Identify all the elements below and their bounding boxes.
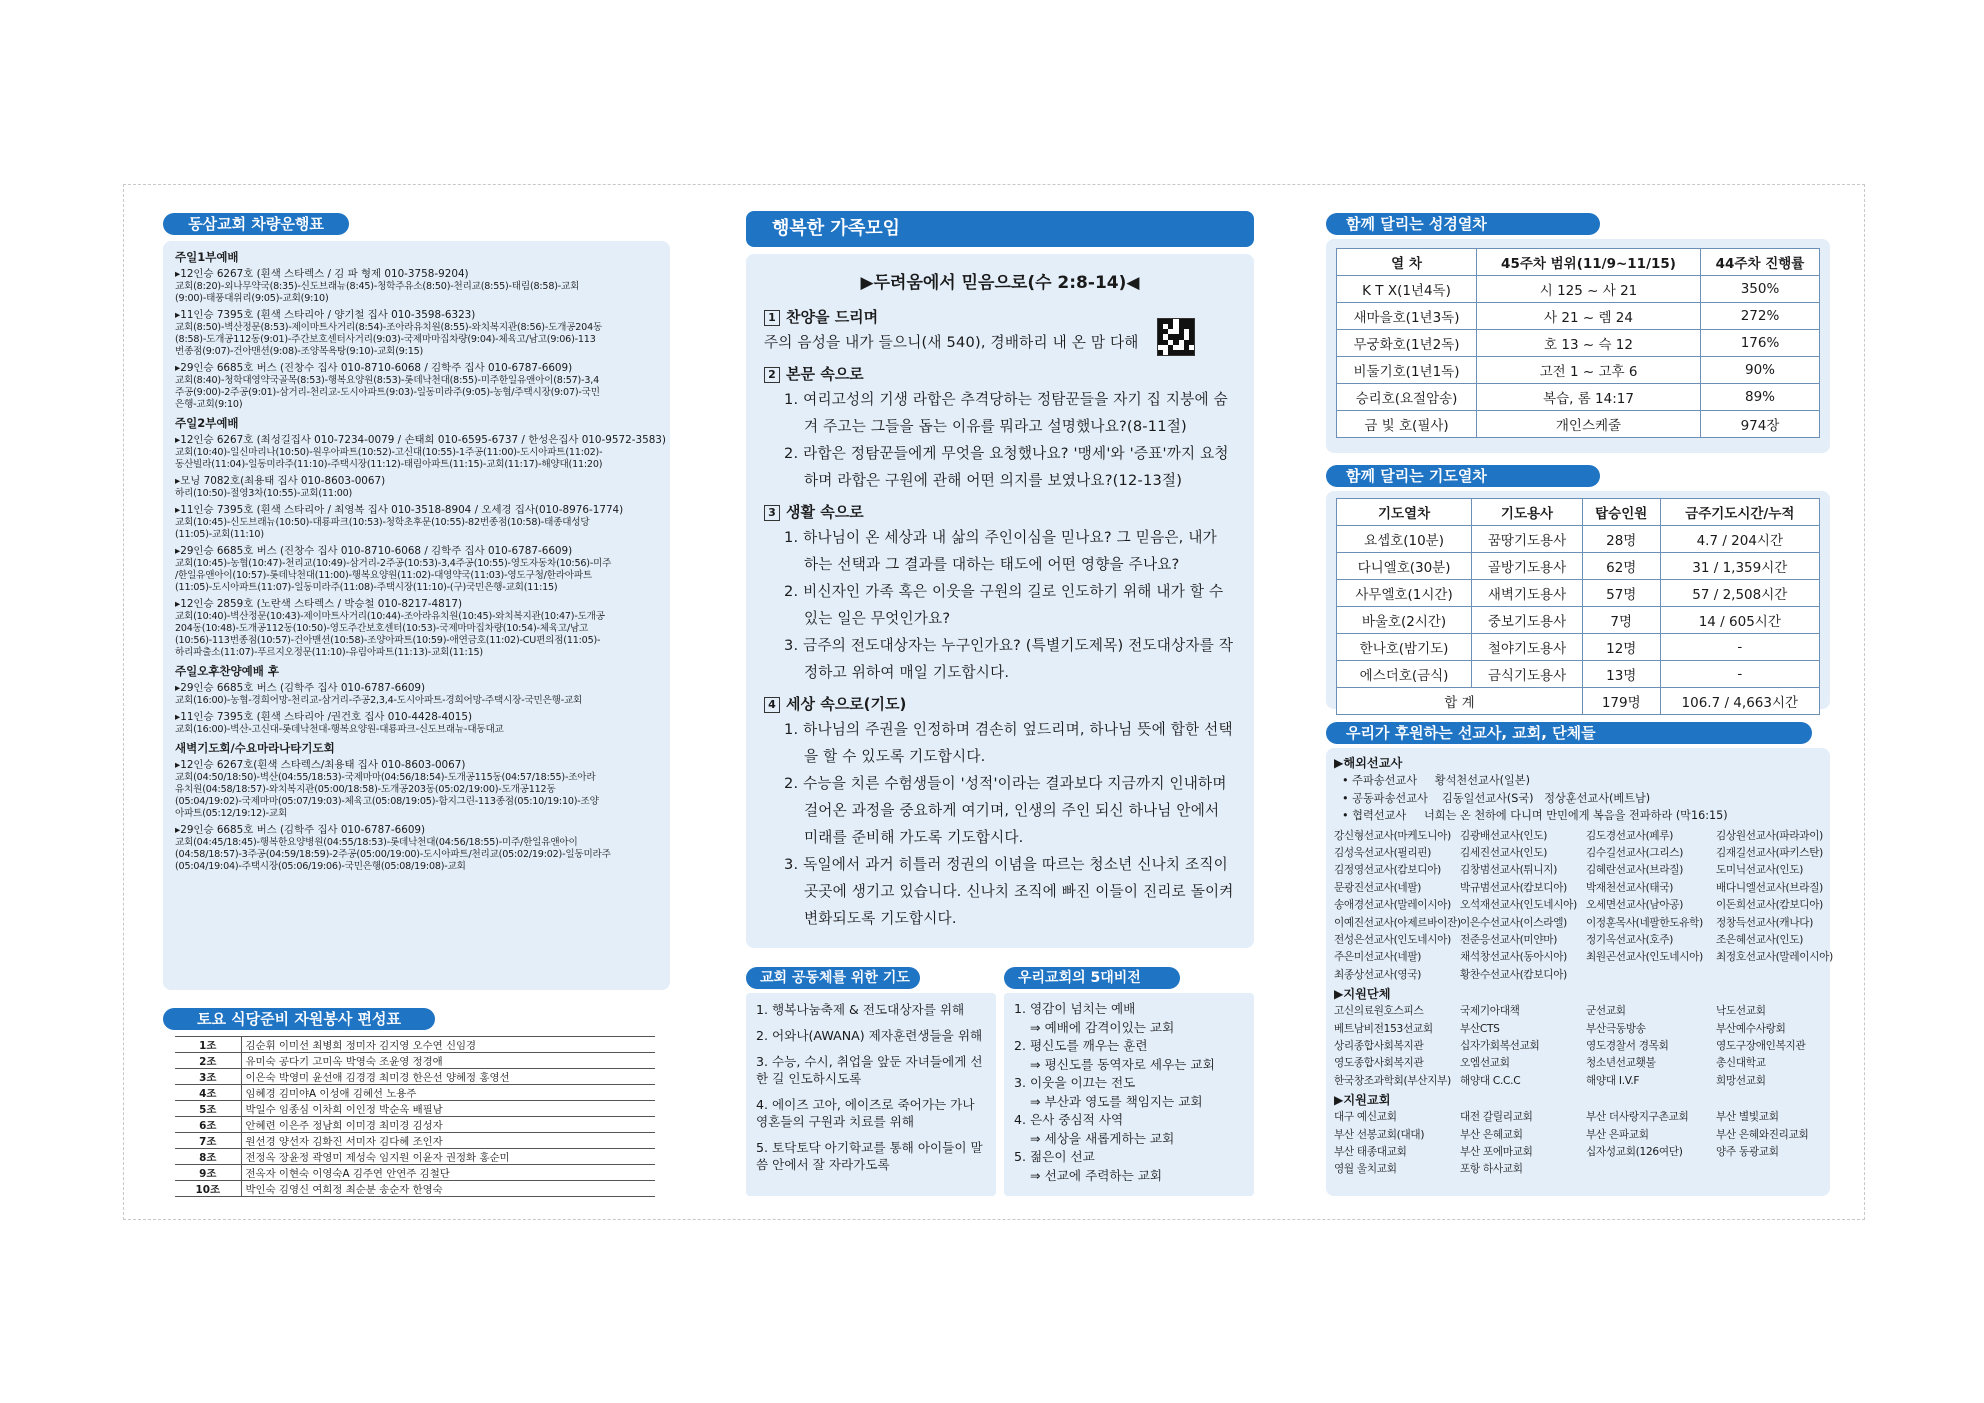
missionary-name: 전준응선교사(미얀마) [1460,933,1558,946]
volunteer-members: 원선경 양선자 김화진 서미자 김다혜 조인자 [241,1133,655,1149]
bus-route-line: (05:04/19:04)-주택시장(05:06/19:06)-국민은행(05:08/19:08)-교회 [175,861,466,872]
vision-item: 1. 영감이 넘치는 예배 [1014,1001,1136,1016]
volunteer-row [175,1037,655,1053]
bus-route-line: 하리(10:50)-절영3차(10:55)-교회(11:00) [175,488,353,499]
support-church: 영월 울치교회 [1334,1163,1397,1176]
support-org: 부산극동방송 [1586,1022,1646,1035]
section-text-items [764,386,1236,494]
support-church: 부산 은파교회 [1586,1128,1649,1141]
missionary-name: 이예진선교사(아제르바이잔) [1334,916,1461,929]
bus-route-head: ▸12인승 6267호 (흰색 스타렉스 / 김 파 형제 010-3758-9204) [175,268,469,280]
family-meeting-panel [746,254,1254,948]
bus-route [175,545,660,594]
support-org: 낙도선교회 [1716,1005,1766,1018]
support-org: 해양대 C.C.C [1460,1074,1521,1087]
missionary-name: 김성욱선교사(필리핀) [1334,846,1432,859]
prayer-cell: 중보기도용사 [1472,607,1583,634]
support-church: 부산 태종대교회 [1334,1146,1407,1158]
bus-route-head: ▸11인승 7395호 (흰색 스타리아 / 최영복 집사 010-3518-8904 / 오세경 집사(010-8976-1774) [175,504,624,516]
vision-item: 5. 젊은이 선교 [1014,1149,1095,1164]
missionary-name: 이돈희선교사(캄보디아) [1716,899,1824,912]
support-heading: ▶지원단체 [1334,987,1391,1002]
bible-cell: 복습, 롬 14:17 [1477,384,1701,411]
bus-route-line: 교회(8:50)-벽산정문(8:53)-제이마트사거리(8:54)-조아라유치원(8:55)-와치복지관(8:56)-도개공204동 [175,322,603,333]
prayer-row [1337,661,1820,688]
prayer-cell: 7명 [1582,607,1660,634]
missionary-name: 이은수선교사(이스라엘) [1460,916,1568,929]
volunteer-row [175,1181,655,1197]
bus-route-head: ▸모닝 7082호(최용태 집사 010-8603-0067) [175,475,386,487]
bus-route [175,362,660,411]
section-world-heading: 4 세상 속으로(기도) [764,692,1236,716]
section-text-heading: 2 본문 속으로 [764,362,1236,386]
bus-route [175,824,660,873]
bus-route-line: 교회(8:20)-외나무약국(8:35)-신도브래뉴(8:45)-청학주유소(8:50)-천리교(8:55)-태림(8:58)-교회 [175,281,580,292]
support-church: 부산 포에마교회 [1460,1146,1533,1158]
prayer-cell: 57 / 2,508시간 [1660,580,1819,607]
bus-route-head: ▸11인승 7395호 (흰색 스타리아 /권건호 집사 010-4428-4015) [175,711,473,723]
bus-route-head: ▸12인승 6267호 (최성길집사 010-7234-0079 / 손태희 010-6595-6737 / 한성은집사 010-9572-3583) [175,434,666,446]
missionary-name: 김재길선교사(파키스탄) [1716,846,1824,859]
vision-panel [1004,993,1254,1196]
support-church: 대구 예신교회 [1334,1111,1397,1124]
bible-cell: 350% [1701,276,1820,303]
bus-route-head: ▸29인승 6685호 버스 (김학주 집사 010-6787-6609) [175,682,426,694]
section-praise-heading: 1 찬양을 드리며 [764,305,1236,329]
prayer-cell: 사무엘호(1시간) [1337,580,1472,607]
church-heading: ▶지원교회 [1334,1093,1391,1108]
bus-route [175,434,666,471]
bus-route-head: ▸12인승 2859호 (노란색 스타렉스 / 박승철 010-8217-4817) [175,598,463,610]
prayer-row [1337,526,1820,553]
bus-route-line: 교회(10:40)-벽산정문(10:43)-제이마트사거리(10:44)-조아라유치원(10:45)-와치복지관(10:47)-도개공 [175,611,605,622]
vision-list [1014,1000,1244,1185]
missionary-name: 김혜란선교사(브라질) [1586,864,1684,877]
vision-title: 우리교회의 5대비전 [1004,967,1180,989]
volunteer-team: 3조 [175,1069,241,1085]
missionary-name: 최종상선교사(영국) [1334,968,1422,981]
bus-route-line: 교회(16:00)-벽산-고신대-롯데낙천대-행복요양원-대룡파크-신도브래뉴-대동대교 [175,724,504,735]
volunteer-members: 박일수 임종심 이차희 이인정 박순옥 배필남 [241,1101,655,1117]
missionary-name: 김도경선교사(페루) [1586,829,1674,842]
prayer-cell: 금식기도용사 [1472,661,1583,688]
prayer-train-table [1336,498,1820,715]
volunteer-team: 5조 [175,1101,241,1117]
volunteer-members: 김순휘 이미선 최병희 정미자 김지영 오수연 신임경 [241,1037,655,1053]
prayer-cell: 31 / 1,359시간 [1660,553,1819,580]
missionary-name: 김상원선교사(파라과이) [1716,829,1824,842]
missionary-name: 오세면선교사(남아공) [1586,899,1684,912]
support-org: 총신대학교 [1716,1057,1766,1070]
volunteer-team: 9조 [175,1165,241,1181]
support-grid [1334,1003,1822,1090]
vision-item: 4. 은사 중심적 사역 [1014,1112,1124,1127]
church-grid [1334,1109,1822,1179]
prayer-total-label: 합 계 [1337,688,1583,715]
bus-route-line: 교회(10:45)-농협(10:47)-천리교(10:49)-삼거리-2주공(10:53)-3,4주공(10:55)-영도자동차(10:56)-미주 [175,558,612,569]
missionary-name: 정창득선교사(캐나다) [1716,916,1814,929]
volunteer-row [175,1101,655,1117]
prayer-cell: 다니엘호(30분) [1337,553,1472,580]
bus-route-line: 교회(04:45/18:45)-행복한요양병원(04:55/18:53)-롯데낙천대(04:56/18:55)-미주/한일유앤아이 [175,837,578,848]
prayer-cell: 바울호(2시간) [1337,607,1472,634]
bible-cell: 272% [1701,303,1820,330]
volunteer-row [175,1053,655,1069]
question-item: 1. 여리고성의 기생 라합은 추격당하는 정탐꾼들을 자기 집 지붕에 숨겨 주고는 그들을 돕는 이유를 뭐라고 설명했나요?(8-11절) [784,391,1228,435]
support-org: 오엠선교회 [1460,1057,1510,1070]
prayer-cell: 62명 [1582,553,1660,580]
section-world-items [764,716,1236,932]
volunteer-row [175,1085,655,1101]
prayer-cell: 철야기도용사 [1472,634,1583,661]
support-org: 십자가회복선교회 [1460,1039,1540,1052]
bus-route-line: 교회(10:45)-신도브래뉴(10:50)-대룡파크(10:53)-청학초후문(10:55)-82번종점(10:58)-태종대성당 [175,517,590,528]
missionary-name: 최정호선교사(말레이시아) [1716,951,1833,964]
bus-route-head: ▸11인승 7395호 (흰색 스타리아 / 양기철 집사 010-3598-6323) [175,309,476,321]
bus-route-line: 교회(8:40)-청학대영약국골목(8:53)-행복요양원(8:53)-롯데낙천대(8:55)-미주한일유앤아이(8:57)-3,4 [175,375,600,386]
vision-item: ⇒ 평신도를 동역자로 세우는 교회 [1014,1056,1215,1072]
volunteer-members: 임혜경 김미야A 이성애 김혜선 노용주 [241,1085,655,1101]
vision-item: ⇒ 선교에 주력하는 교회 [1014,1167,1163,1183]
bus-route [175,475,660,500]
vision-item: 3. 이웃을 이끄는 전도 [1014,1075,1136,1090]
volunteer-members: 이은숙 박영미 윤선애 김경경 최미경 한은선 양혜정 홍영선 [241,1069,655,1085]
question-item: 2. 수능을 치른 수험생들이 '성적'이라는 결과보다 지금까지 인내하며 걸어온 과정을 중요하게 여기며, 인생의 주인 되신 하나님 안에서 미래를 준비해 가도록 기도합시다. [784,775,1227,846]
support-org: 군선교회 [1586,1005,1626,1018]
bus-route-head: ▸29인승 6685호 버스 (진창수 집사 010-8710-6068 / 김학주 집사 010-6787-6609) [175,545,573,557]
qr-code[interactable] [1157,318,1195,356]
missionary-name: 조은혜선교사(인도) [1716,933,1804,946]
support-org: 베트남비전153선교회 [1334,1022,1433,1035]
bus-schedule-title: 동삼교회 차량운행표 [163,213,349,235]
bus-route-head: ▸29인승 6685호 버스 (김학주 집사 010-6787-6609) [175,824,426,836]
missionary-name: 배다니엘선교사(브라질) [1716,881,1824,894]
bus-route-line: 교회(16:00)-농협-경희어망-천리교-삼거리-주공2,3,4-도시아파트-경희어망-주택시장-국민은행-교회 [175,695,583,706]
support-church: 대전 갈릴리교회 [1460,1111,1533,1124]
vision-item: ⇒ 세상을 새롭게하는 교회 [1014,1130,1175,1146]
support-org: 부산CTS [1460,1022,1500,1035]
community-prayer-list [756,1001,986,1173]
bus-group-heading: 새벽기도회/수요마라나타기도회 [175,741,335,755]
missionary-grid [1334,828,1833,985]
prayer-header-row [1337,499,1820,526]
mission-title: 우리가 후원하는 선교사, 교회, 단체들 [1326,722,1812,744]
volunteer-table [175,1036,655,1197]
question-item: 2. 라합은 정탐꾼들에게 무엇을 요청했나요? '맹세'와 '증표'까지 요청하며 라합은 구원에 관해 어떤 의지를 보였나요?(12-13절) [784,445,1229,489]
missionary-name [1716,967,1844,984]
prayer-row [1337,580,1820,607]
volunteer-row [175,1149,655,1165]
support-church: 십자성교회(126여단) [1586,1146,1683,1158]
bus-route-line: (9:00)-태풍대위리(9:05)-교회(9:10) [175,293,329,304]
bible-header-cell: 44주차 진행률 [1701,249,1820,276]
bus-route-line: (11:05)-교회(11:10) [175,529,264,540]
bus-route-line: 동산빌라(11:04)-일동미라주(11:10)-주택시장(11:12)-태림아파트(11:15)-교회(11:17)-해양대(11:20) [175,459,603,470]
volunteer-team: 10조 [175,1181,241,1197]
prayer-cell: 꿈땅기도용사 [1472,526,1583,553]
family-meeting-subtitle: ▶두려움에서 믿음으로(수 2:8-14)◀ [860,273,1140,293]
volunteer-row [175,1133,655,1149]
prayer-cell: 골방기도용사 [1472,553,1583,580]
bus-route-line: (04:58/18:57)-3주공(04:59/18:59)-2주공(05:00/19:00)-도시아파트/천리교(05:02/19:02)-일동미라주 [175,849,611,860]
bus-route [175,309,660,358]
bible-row [1337,303,1820,330]
bible-row [1337,357,1820,384]
missionary-name: 송애경선교사(말레이시아) [1334,899,1451,912]
missionary-name: 채석창선교사(동아시아) [1460,951,1568,964]
support-org: 상리종합사회복지관 [1334,1039,1424,1052]
support-church [1586,1161,1714,1178]
bus-group-heading: 주일2부예배 [175,416,239,430]
volunteer-title: 토요 식당준비 자원봉사 편성표 [163,1008,435,1030]
support-church: 부산 은혜교회 [1460,1128,1523,1141]
bible-row [1337,411,1820,438]
missionary-name: 이정훈목사(네팔한도유학) [1586,916,1703,929]
question-item: 3. 금주의 전도대상자는 누구인가요? (특별기도제목) 전도대상자를 작정하고 위하여 매일 기도합시다. [784,637,1234,681]
volunteer-members: 안혜련 이은주 정남희 이미경 최미경 김성자 [241,1117,655,1133]
section-praise-text: 주의 음성을 내가 들으니(새 540), 경배하리 내 온 맘 다해 [764,334,1139,351]
question-item: 2. 비신자인 가족 혹은 이웃을 구원의 길로 인도하기 위해 내가 할 수 있는 일은 무엇인가요? [784,583,1224,627]
prayer-header-cell: 금주기도시간/누적 [1660,499,1819,526]
support-org: 국제기아대책 [1460,1005,1520,1018]
prayer-cell: 한나호(밤기도) [1337,634,1472,661]
missionary-name: 최원곤선교사(인도네시아) [1586,951,1703,964]
bible-cell: 90% [1701,357,1820,384]
community-prayer-item: 2. 어와나(AWANA) 제자훈련생들을 위해 [756,1028,983,1043]
missionary-name: 박재천선교사(태국) [1586,881,1674,894]
bus-route [175,598,660,659]
volunteer-row [175,1165,655,1181]
volunteer-team: 7조 [175,1133,241,1149]
prayer-total-count: 179명 [1582,688,1660,715]
prayer-row [1337,553,1820,580]
bible-cell: 89% [1701,384,1820,411]
volunteer-row [175,1069,655,1085]
bus-route-line: (8:58)-도개공112동(9:01)-주간보호센터사거리(9:03)-국제마마집차량(9:04)-체육고/남고(9:06)-113 [175,334,596,345]
support-org: 해양대 I.V.F [1586,1074,1640,1087]
bus-route [175,268,660,305]
question-item: 3. 독일에서 과거 히틀러 정권의 이념을 따르는 청소년 신나치 조직이 곳곳에 생기고 있습니다. 신나치 조직에 빠진 이들이 진리로 돌이켜 변화되도록 기도합시다. [784,856,1234,927]
volunteer-team: 8조 [175,1149,241,1165]
volunteer-team: 2조 [175,1053,241,1069]
volunteer-team: 6조 [175,1117,241,1133]
prayer-header-cell: 기도열차 [1337,499,1472,526]
vision-item: 2. 평신도를 깨우는 훈련 [1014,1038,1148,1053]
missionary-name: 도미닉선교사(인도) [1716,864,1804,877]
support-church [1716,1161,1844,1178]
bus-route [175,759,660,820]
bible-header-cell: 열 차 [1337,249,1477,276]
prayer-cell: - [1660,634,1819,661]
overseas-lines [1334,772,1822,825]
support-church: 부산 은혜와진리교회 [1716,1128,1809,1141]
missionary-name: 문광진선교사(네팔) [1334,881,1422,894]
overseas-line: • 협력선교사 너희는 온 천하에 다니며 만민에게 복음을 전파하라 (막16:15) [1342,809,1728,822]
missionary-name: 김수길선교사(그리스) [1586,846,1684,859]
prayer-header-cell: 탑승인원 [1582,499,1660,526]
question-item: 1. 하나님이 온 세상과 내 삶의 주인이심을 믿나요? 그 믿음은, 내가 하는 선택과 그 결과를 대하는 태도에 어떤 영향을 주나요? [784,529,1217,573]
bible-cell: 사 21 ~ 렘 24 [1477,303,1701,330]
bus-groups [175,250,666,873]
question-item: 1. 하나님의 주권을 인정하며 겸손히 엎드리며, 하나님 뜻에 합한 선택을 할 수 있도록 기도합시다. [784,721,1233,765]
bible-cell: 176% [1701,330,1820,357]
community-prayer-item: 1. 행복나눔축제 & 전도대상자를 위해 [756,1002,965,1017]
bus-route-head: ▸12인승 6267호(흰색 스타렉스/최용태 집사 010-8603-0067) [175,759,466,771]
prayer-cell: 요셉호(10분) [1337,526,1472,553]
bus-route-line: 아파트(05:12/19:12)-교회 [175,808,288,819]
missionary-name [1586,967,1714,984]
bible-cell: 고전 1 ~ 고후 6 [1477,357,1701,384]
missionary-name: 주은미선교사(네팔) [1334,951,1422,964]
bible-cell: 시 125 ~ 사 21 [1477,276,1701,303]
volunteer-members: 전옥자 이현숙 이영숙A 김주연 안연주 김철단 [241,1165,655,1181]
bus-route [175,682,660,707]
volunteer-members: 유미숙 공다기 고미옥 박영숙 조윤영 정경애 [241,1053,655,1069]
bus-route-line: 하리파출소(11:07)-푸르지오정문(11:10)-유림아파트(11:13)-교회(11:15) [175,647,483,658]
community-prayer-item: 4. 에이즈 고아, 에이즈로 죽어가는 가나 영혼들의 구원과 치료를 위해 [756,1097,975,1129]
support-church: 부산 선봉교회(대대) [1334,1128,1425,1141]
bus-route-line: 유치원(04:58/18:57)-와치복지관(05:00/18:58)-도개공203동(05:02/19:00)-도개공112동 [175,784,556,795]
support-org: 희망선교회 [1716,1074,1766,1087]
prayer-cell: 새벽기도용사 [1472,580,1583,607]
bible-row [1337,276,1820,303]
bible-train-title: 함께 달리는 성경열차 [1326,213,1600,235]
missionary-name: 전성은선교사(인도네시아) [1334,933,1451,946]
bus-route-line: /한일유앤아이(10:57)-롯데낙천대(11:00)-행복요양원(11:02)-대영약국(11:03)-영도구청/한라아파트 [175,570,593,581]
bible-header-row [1337,249,1820,276]
volunteer-members: 박인숙 김영신 여희정 최순분 송순자 한영숙 [241,1181,655,1197]
bible-cell: 승리호(요절암송) [1337,384,1477,411]
bible-row [1337,330,1820,357]
missionary-name: 정기옥선교사(호주) [1586,933,1674,946]
bus-route-line: 교회(04:50/18:50)-벽산(04:55/18:53)-국제마마(04:56/18:54)-도개공115동(04:57/18:55)-조아라 [175,772,596,783]
bus-schedule-panel [163,241,670,990]
bus-group-heading: 주일1부예배 [175,250,239,264]
bus-route-line: (11:05)-도시아파트(11:07)-일동미라주(11:08)-주택시장(11:10)-(구)국민은행-교회(11:15) [175,582,558,593]
prayer-cell: 에스더호(금식) [1337,661,1472,688]
prayer-cell: - [1660,661,1819,688]
support-church: 포항 하사교회 [1460,1163,1523,1176]
community-prayer-item: 3. 수능, 수시, 취업을 앞둔 자녀들에게 선한 길 인도하시도록 [756,1054,983,1086]
bus-route-line: (10:56)-113번종점(10:57)-건아맨션(10:58)-조양아파트(10:59)-애연금호(11:02)-CU편의점(11:05)- [175,635,601,646]
support-church: 부산 더사랑지구촌교회 [1586,1111,1689,1124]
bible-train-table [1336,248,1820,438]
bible-cell: 무궁화호(1년2독) [1337,330,1477,357]
bible-cell: 금 빛 호(필사) [1337,411,1477,438]
prayer-cell: 12명 [1582,634,1660,661]
bus-route [175,711,660,736]
volunteer-row [175,1117,655,1133]
support-org: 청소년선교횃불 [1586,1057,1656,1070]
bus-route-line: 교회(10:40)-일신마리나(10:50)-원우아파트(10:52)-고신대(10:55)-1주공(11:00)-도시아파트(11:02)- [175,447,603,458]
bible-header-cell: 45주차 범위(11/9~11/15) [1477,249,1701,276]
bus-route-line: (05:04/19:02)-국제마마(05:07/19:03)-체육고(05:08/19:05)-함지그린-113종점(05:10/19:10)-조양 [175,796,599,807]
bible-cell: 개인스케줄 [1477,411,1701,438]
prayer-cell: 4.7 / 204시간 [1660,526,1819,553]
missionary-name: 김정영선교사(캄보디아) [1334,864,1442,877]
support-org: 한국창조과학회(부산지부) [1334,1074,1451,1087]
bible-cell: 비둘기호(1년1독) [1337,357,1477,384]
prayer-cell: 14 / 605시간 [1660,607,1819,634]
support-org: 고신의료원호스피스 [1334,1005,1424,1018]
prayer-cell: 57명 [1582,580,1660,607]
prayer-cell: 13명 [1582,661,1660,688]
bible-row [1337,384,1820,411]
support-org: 영도종합사회복지관 [1334,1057,1424,1070]
community-prayer-panel [746,993,996,1196]
community-prayer-title: 교회 공동체를 위한 기도 [746,967,920,989]
support-org: 영도경찰서 경목회 [1586,1039,1669,1052]
support-org: 영도구장애인복지관 [1716,1039,1806,1052]
missionary-name: 오석재선교사(인도네시아) [1460,899,1577,912]
support-church: 부산 별빛교회 [1716,1111,1779,1124]
bible-cell: 새마을호(1년3독) [1337,303,1477,330]
family-meeting-title: 행복한 가족모임 [746,211,1254,247]
missionary-name: 박규범선교사(캄보디아) [1460,881,1568,894]
overseas-line: • 공동파송선교사 김동일선교사(S국) 정상훈선교사(베트남) [1342,791,1651,805]
community-prayer-item: 5. 토닥토닥 아기학교를 통해 아이들이 말씀 안에서 잘 자라가도록 [756,1140,983,1172]
volunteer-team: 4조 [175,1085,241,1101]
missionary-name: 김세진선교사(인도) [1460,846,1548,859]
prayer-train-title: 함께 달리는 기도열차 [1326,465,1600,487]
prayer-row [1337,607,1820,634]
missionary-name: 김창범선교사(튀니지) [1460,864,1558,877]
bus-route-line: 은행-교회(9:10) [175,399,243,410]
bus-route-line: 주공(9:00)-2주공(9:01)-삼거리-천리교-도시아파트(9:03)-일동미라주(9:05)-농협/주택시장(9:07)-국민 [175,387,600,398]
prayer-total-hours: 106.7 / 4,663시간 [1660,688,1819,715]
prayer-header-cell: 기도용사 [1472,499,1583,526]
volunteer-members: 전정옥 장윤정 곽영미 제성숙 임지원 이윤자 권정화 홍순미 [241,1149,655,1165]
prayer-row [1337,634,1820,661]
missionary-name: 김광배선교사(인도) [1460,829,1548,842]
bus-group-heading: 주일오후찬양예배 후 [175,664,279,678]
bible-cell: 974장 [1701,411,1820,438]
section-life-items [764,524,1236,686]
bus-route [175,504,660,541]
overseas-heading: ▶해외선교사 [1334,756,1403,770]
bible-cell: K T X(1년4독) [1337,276,1477,303]
volunteer-team: 1조 [175,1037,241,1053]
bus-route-line: 번종점(9:07)-건아맨션(9:08)-조양목욕탕(9:10)-교회(9:15) [175,346,424,357]
prayer-cell: 28명 [1582,526,1660,553]
prayer-total-row [1337,688,1820,715]
missionary-name: 황찬수선교사(캄보디아) [1460,968,1568,981]
mission-panel [1326,748,1833,1196]
bus-route-head: ▸29인승 6685호 버스 (진창수 집사 010-8710-6068 / 김학주 집사 010-6787-6609) [175,362,573,374]
section-life-heading: 3 생활 속으로 [764,500,1236,524]
support-church: 양주 동광교회 [1716,1146,1779,1158]
support-org: 부산예수사랑회 [1716,1022,1786,1035]
vision-item: ⇒ 부산과 영도를 책임지는 교회 [1014,1093,1203,1109]
bus-route-line: 204동(10:48)-도개공112동(10:50)-영도주간보호센터(10:53)-국제마마집차량(10:54)-체육고/남고 [175,623,589,634]
missionary-name: 강신형선교사(마케도니아) [1334,829,1451,842]
bible-cell: 호 13 ~ 슥 12 [1477,330,1701,357]
vision-item: ⇒ 예배에 감격이있는 교회 [1014,1019,1175,1035]
overseas-line: • 주파송선교사 황석천선교사(일본) [1342,774,1530,787]
